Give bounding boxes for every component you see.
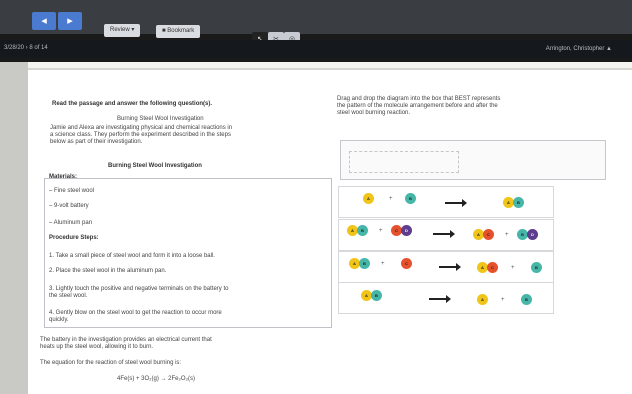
- passage-intro-line-3: below as part of their investigation.: [50, 139, 143, 145]
- material-item-3: – Aluminum pan: [49, 220, 93, 226]
- molecule-a: A: [363, 193, 374, 204]
- procedure-step-4-line-1: 4. Gently blow on the steel wool to get the reaction to occur more: [49, 310, 222, 316]
- drop-target[interactable]: [349, 151, 459, 173]
- review-button[interactable]: Review ▾: [104, 24, 140, 37]
- diagram-option-4[interactable]: [338, 282, 554, 314]
- procedure-step-2: 2. Place the steel wool in the aluminum pan.: [49, 268, 167, 274]
- battery-text-line-2: heats up the steel wool, allowing it to burn.: [40, 344, 154, 350]
- investigation-title: Burning Steel Wool Investigation: [108, 163, 202, 169]
- question-instruction: Read the passage and answer the following question(s).: [52, 101, 213, 107]
- user-name[interactable]: Arrington, Christopher ▲: [545, 46, 612, 52]
- plus-sign: +: [379, 228, 383, 234]
- answer-drop-box[interactable]: [340, 140, 606, 180]
- plus-sign: +: [511, 265, 515, 271]
- procedure-step-3-line-1: 3. Lightly touch the positive and negative terminals on the battery to: [49, 286, 229, 292]
- reaction-arrow: [445, 202, 463, 204]
- molecule-b: B: [405, 193, 416, 204]
- molecule-b: B: [357, 225, 368, 236]
- molecule-b: B: [517, 229, 528, 240]
- molecule-c: C: [401, 258, 412, 269]
- diagram-option-3[interactable]: [338, 251, 554, 283]
- molecule-a: A: [347, 225, 358, 236]
- molecule-a: A: [361, 290, 372, 301]
- molecule-b: B: [359, 258, 370, 269]
- task-line-3: steel wool burning reaction.: [337, 110, 411, 116]
- equation-intro: The equation for the reaction of steel wool burning is:: [40, 360, 182, 366]
- reaction-arrow: [439, 266, 457, 268]
- question-progress: 3/28/20 › 8 of 14: [4, 45, 48, 51]
- reaction-arrow: [433, 233, 451, 235]
- procedure-step-4-line-2: quickly.: [49, 317, 69, 323]
- molecule-a: A: [503, 197, 514, 208]
- procedure-step-1: 1. Take a small piece of steel wool and form it into a loose ball.: [49, 253, 215, 259]
- material-item-1: – Fine steel wool: [49, 188, 95, 194]
- material-item-2: – 9-volt battery: [49, 203, 89, 209]
- molecule-c: C: [483, 229, 494, 240]
- molecule-b: B: [521, 294, 532, 305]
- plus-sign: +: [505, 232, 509, 238]
- molecule-d: D: [401, 225, 412, 236]
- molecule-a: A: [477, 262, 488, 273]
- scroll-dot[interactable]: [622, 74, 630, 82]
- left-margin: [0, 62, 28, 394]
- molecule-a: A: [473, 229, 484, 240]
- plus-sign: +: [389, 196, 393, 202]
- task-line-2: the pattern of the molecule arrangement before and after the: [337, 103, 498, 109]
- molecule-b: B: [371, 290, 382, 301]
- molecule-a: A: [477, 294, 488, 305]
- plus-sign: +: [381, 261, 385, 267]
- toolbar: [0, 0, 632, 34]
- plus-sign: +: [501, 297, 505, 303]
- molecule-b: B: [513, 197, 524, 208]
- task-line-1: Drag and drop the diagram into the box that BEST represents: [337, 96, 501, 102]
- passage-title: Burning Steel Wool Investigation: [117, 116, 204, 122]
- info-bar: [0, 40, 632, 58]
- passage-intro-line-2: a science class. They perform the experiment described in the steps: [50, 132, 231, 138]
- molecule-c: C: [487, 262, 498, 273]
- molecule-c: C: [391, 225, 402, 236]
- passage-intro-line-1: Jamie and Alexa are investigating physical and chemical reactions in: [50, 125, 233, 131]
- battery-text-line-1: The battery in the investigation provides an electrical current that: [40, 337, 212, 343]
- reaction-equation: 4Fe(s) + 3O₂(g) → 2Fe₂O₃(s): [117, 376, 195, 382]
- bookmark-button[interactable]: ■ Bookmark: [156, 25, 200, 38]
- molecule-d: D: [527, 229, 538, 240]
- forward-button[interactable]: ▸: [58, 12, 82, 30]
- back-button[interactable]: ◂: [32, 12, 56, 30]
- procedure-step-3-line-2: the steel wool.: [49, 293, 88, 299]
- diagram-option-1[interactable]: [338, 186, 554, 218]
- molecule-a: A: [349, 258, 360, 269]
- procedure-heading: Procedure Steps:: [49, 235, 99, 241]
- reaction-arrow: [429, 298, 447, 300]
- materials-heading: Materials:: [49, 174, 78, 180]
- molecule-b: B: [531, 262, 542, 273]
- diagram-option-2[interactable]: [338, 219, 554, 251]
